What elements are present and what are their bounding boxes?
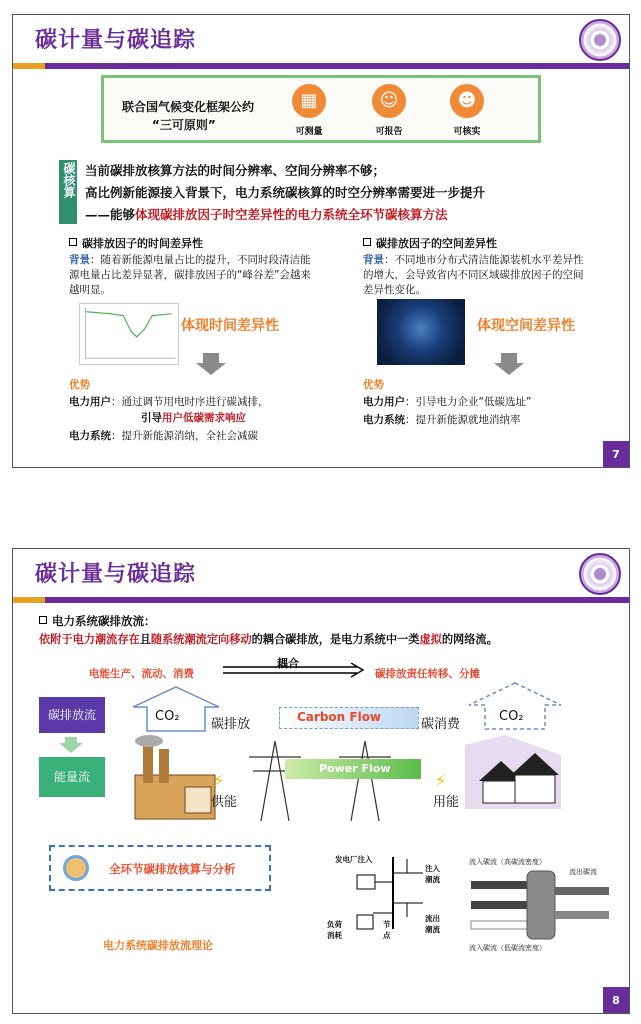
time-diff-highlight: 体现时间差异性 bbox=[181, 318, 279, 334]
carbon-emission-label: 碳排放 bbox=[211, 717, 251, 732]
slide-8 bbox=[12, 548, 630, 1014]
load-consumption-label: 负荷消耗 bbox=[327, 920, 342, 940]
statement-line-1: 当前碳排放核算方法的时间分辨率、空间分辨率不够； bbox=[85, 163, 386, 178]
un-principle-box bbox=[101, 75, 541, 143]
factory-icon bbox=[125, 735, 225, 821]
speaker-icon: ☺ bbox=[372, 84, 406, 118]
space-user-advantage: 电力用户：引导电力企业“低碳选址” bbox=[363, 396, 532, 408]
power-flow-label: Power Flow bbox=[319, 762, 391, 775]
carbon-flow-label: Carbon Flow bbox=[297, 710, 382, 724]
advantage-label: 优势 bbox=[363, 379, 384, 391]
un-convention-label: 联合国气候变化框架公约 bbox=[122, 100, 255, 114]
advantage-label: 优势 bbox=[69, 379, 90, 391]
report-item: ☺ 可报告 bbox=[362, 84, 416, 137]
carbon-flow-box: 碳排放流 bbox=[39, 697, 105, 733]
energy-flow-box: 能量流 bbox=[39, 757, 105, 797]
space-diff-highlight: 体现空间差异性 bbox=[477, 318, 575, 334]
injected-flow-label: 注入潮流 bbox=[425, 864, 440, 884]
houses-icon bbox=[465, 735, 561, 809]
three-principles-label: “三可原则” bbox=[152, 118, 216, 132]
theory-label: 电力系统碳排放流理论 bbox=[103, 939, 213, 952]
energy-process-label: 电能生产、流动、消费 bbox=[89, 668, 194, 680]
slide-title: 碳计量与碳追踪 bbox=[35, 562, 197, 587]
down-arrow-icon bbox=[501, 353, 517, 363]
page-number: 8 bbox=[603, 987, 629, 1013]
full-chain-analysis-label: 全环节碳排放核算与分析 bbox=[109, 862, 236, 876]
time-user-advantage-2: 引导用户低碳需求响应 bbox=[141, 412, 246, 424]
generator-injection-label: 发电厂注入 bbox=[335, 855, 373, 864]
university-logo bbox=[579, 19, 621, 61]
page-number: 7 bbox=[603, 441, 629, 467]
statement-line-3: ——能够体现碳排放因子时空差异性的电力系统全环节碳核算方法 bbox=[85, 207, 448, 222]
responsibility-label: 碳排放责任转移、分摊 bbox=[375, 668, 480, 680]
measure-item: ▦ 可测量 bbox=[282, 84, 336, 137]
carbon-consumption-label: 碳消费 bbox=[421, 717, 461, 732]
use-label: 用能 bbox=[433, 795, 460, 810]
university-logo bbox=[579, 553, 621, 595]
outflow-label: 流出潮流 bbox=[425, 914, 440, 934]
space-diff-heading: 碳排放因子的空间差异性 bbox=[363, 235, 497, 251]
outflow-carbon-label: 流出碳流 bbox=[569, 868, 597, 876]
co2-consumption-arrow-icon bbox=[465, 681, 565, 733]
co2-label: CO₂ bbox=[155, 709, 180, 724]
title-bar bbox=[13, 63, 629, 69]
transmission-towers-icon bbox=[241, 737, 421, 823]
time-system-advantage: 电力系统：提升新能源消纳，全社会减碳 bbox=[69, 430, 258, 442]
node-label: 节点 bbox=[383, 920, 391, 940]
carbon-flow-heading: 电力系统碳排放流： bbox=[39, 613, 156, 629]
title-bar bbox=[13, 597, 629, 603]
statement-line-2: 高比例新能源接入背景下，电力系统碳核算的时空分辨率需要进一步提升 bbox=[85, 185, 486, 200]
time-factor-chart bbox=[79, 303, 179, 365]
time-user-advantage: 电力用户：通过调节用电时序进行碳减排， bbox=[69, 396, 269, 408]
down-arrow-icon bbox=[203, 353, 219, 363]
ruler-icon: ▦ bbox=[292, 84, 326, 118]
coupling-arrow-icon bbox=[221, 663, 367, 679]
inflow-high-label: 流入碳流（高碳流密度） bbox=[469, 858, 546, 866]
carbon-flow-definition: 依附于电力潮流存在且随系统潮流定向移动的耦合碳排放，是电力系统中一类虚拟的网络流。 bbox=[39, 633, 498, 646]
coupling-label: 耦合 bbox=[277, 657, 299, 670]
magnifier-icon bbox=[63, 855, 89, 881]
time-background: 背景：随着新能源电量占比的提升，不同时段清洁能源电量占比差异显著，碳排放因子的“峰谷差”会越来越明显。 bbox=[69, 254, 311, 296]
slide-title: 碳计量与碳追踪 bbox=[35, 28, 197, 53]
inflow-low-label: 流入碳流（低碳流密度） bbox=[469, 944, 546, 952]
slide-7 bbox=[12, 14, 630, 468]
check-person-icon: ☻ bbox=[450, 84, 484, 118]
lightning-icon: ⚡ bbox=[213, 771, 225, 790]
lightning-icon: ⚡ bbox=[435, 771, 447, 790]
space-system-advantage: 电力系统：提升新能源就地消纳率 bbox=[363, 414, 521, 426]
co2-label: CO₂ bbox=[499, 709, 524, 724]
space-background: 背景：不同地市分布式清洁能源装机水平差异性的增大，会导致省内不同区域碳排放因子的空间差异性变化。 bbox=[363, 254, 584, 296]
carbon-accounting-badge: 碳核算 bbox=[59, 160, 77, 224]
time-diff-heading: 碳排放因子的时间差异性 bbox=[69, 235, 203, 251]
supply-label: 供能 bbox=[211, 795, 238, 810]
analysis-box bbox=[49, 845, 271, 891]
verify-item: ☻ 可核实 bbox=[440, 84, 494, 137]
regional-map-image bbox=[377, 299, 465, 365]
